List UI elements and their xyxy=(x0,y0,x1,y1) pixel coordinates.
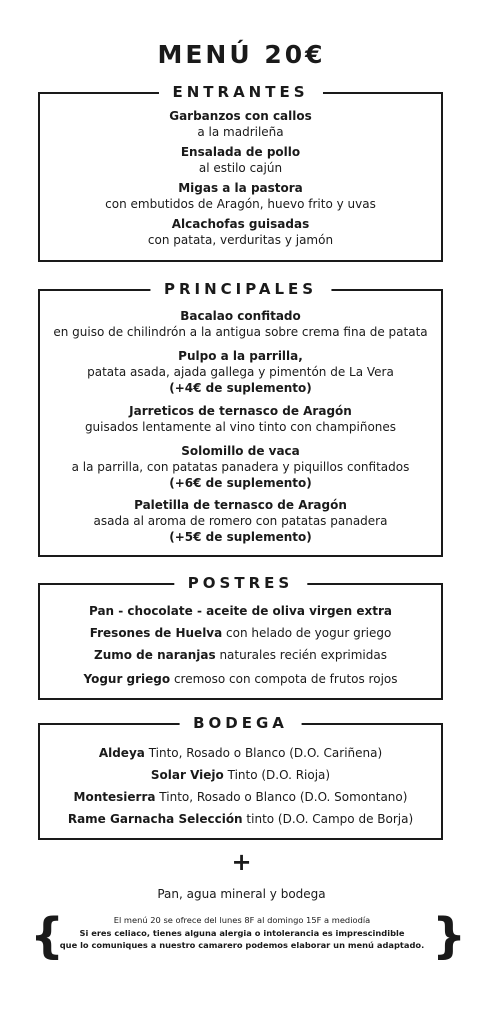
dish-name: Pan - chocolate - aceite de oliva virgen extra xyxy=(88,604,393,618)
included-extras: Pan, agua mineral y bodega xyxy=(157,887,326,901)
dish-description: con patata, verduritas y jamón xyxy=(147,233,334,247)
dish-description: en guiso de chilindrón a la antigua sobre crema fina de patata xyxy=(53,325,428,339)
wine-name: Montesierra xyxy=(73,790,156,804)
menu-item xyxy=(40,308,441,340)
menu-item xyxy=(40,180,441,212)
menu-item xyxy=(40,216,441,248)
menu-item xyxy=(40,647,441,663)
principales-section xyxy=(38,280,443,557)
availability-note: El menú 20 se ofrece del lunes 8F al domingo 15F a mediodía xyxy=(113,915,371,925)
menu-item xyxy=(40,443,441,491)
supplement-note: (+6€ de suplemento) xyxy=(169,476,312,490)
dish-name: Solomillo de vaca xyxy=(181,444,300,458)
allergy-note-line2: que lo comuniques a nuestro camarero podemos elaborar un menú adaptado. xyxy=(59,940,425,950)
wine-item xyxy=(40,767,441,783)
dish-description: asada al aroma de romero con patatas panadera xyxy=(93,514,388,528)
wine-description: Tinto, Rosado o Blanco (D.O. Somontano) xyxy=(155,790,408,804)
menu-item xyxy=(40,603,441,619)
dish-description: con helado de yogur griego xyxy=(222,626,392,640)
menu-item xyxy=(40,671,441,687)
plus-icon: + xyxy=(231,848,252,876)
dish-name: Fresones de Huelva xyxy=(89,626,223,640)
menu-item xyxy=(40,625,441,641)
principales-heading: PRINCIPALES xyxy=(150,279,331,299)
right-brace-icon: } xyxy=(432,908,467,964)
wine-name: Rame Garnacha Selección xyxy=(67,812,243,826)
bodega-heading: BODEGA xyxy=(179,713,302,733)
dish-name: Jarreticos de ternasco de Aragón xyxy=(129,404,352,418)
dish-description: al estilo cajún xyxy=(198,161,283,175)
postres-heading: POSTRES xyxy=(174,573,307,593)
wine-name: Solar Viejo xyxy=(150,768,224,782)
menu-item xyxy=(40,348,441,396)
dish-description: cremoso con compota de frutos rojos xyxy=(170,672,398,686)
dish-name: Paletilla de ternasco de Aragón xyxy=(134,498,347,512)
dish-description: a la parrilla, con patatas panadera y piquillos confitados xyxy=(71,460,410,474)
dish-name: Zumo de naranjas xyxy=(94,648,216,662)
allergy-note-line1: Si eres celiaco, tienes alguna alergia o intolerancia es imprescindible xyxy=(79,927,405,938)
menu-item xyxy=(40,144,441,176)
dish-name: Bacalao confitado xyxy=(180,309,301,323)
menu-title: MENÚ 20€ xyxy=(157,40,326,69)
left-brace-icon: { xyxy=(30,908,65,964)
dish-description: naturales recién exprimidas xyxy=(215,648,387,662)
dish-name: Migas a la pastora xyxy=(178,181,303,195)
footer-note xyxy=(52,914,432,952)
dish-name: Yogur griego xyxy=(83,672,171,686)
wine-item xyxy=(40,789,441,805)
wine-description: tinto (D.O. Campo de Borja) xyxy=(242,812,414,826)
dish-description: a la madrileña xyxy=(197,125,284,139)
dish-description: guisados lentamente al vino tinto con champiñones xyxy=(84,420,397,434)
wine-item xyxy=(40,811,441,827)
bodega-section xyxy=(38,714,443,840)
dish-description: patata asada, ajada gallega y pimentón de La Vera xyxy=(87,365,394,379)
wine-description: Tinto (D.O. Rioja) xyxy=(223,768,331,782)
entrantes-heading: ENTRANTES xyxy=(158,82,322,102)
dish-name: Pulpo a la parrilla, xyxy=(178,349,303,363)
dish-name: Garbanzos con callos xyxy=(169,109,312,123)
supplement-note: (+4€ de suplemento) xyxy=(169,381,312,395)
supplement-note: (+5€ de suplemento) xyxy=(169,530,312,544)
menu-item xyxy=(40,403,441,435)
menu-item xyxy=(40,108,441,140)
dish-name: Ensalada de pollo xyxy=(180,145,301,159)
dish-name: Alcachofas guisadas xyxy=(171,217,310,231)
wine-description: Tinto, Rosado o Blanco (D.O. Cariñena) xyxy=(144,746,383,760)
menu-item xyxy=(40,497,441,545)
entrantes-section xyxy=(38,83,443,262)
dish-description: con embutidos de Aragón, huevo frito y uvas xyxy=(105,197,376,211)
postres-section xyxy=(38,574,443,700)
wine-name: Aldeya xyxy=(98,746,145,760)
wine-item xyxy=(40,745,441,761)
